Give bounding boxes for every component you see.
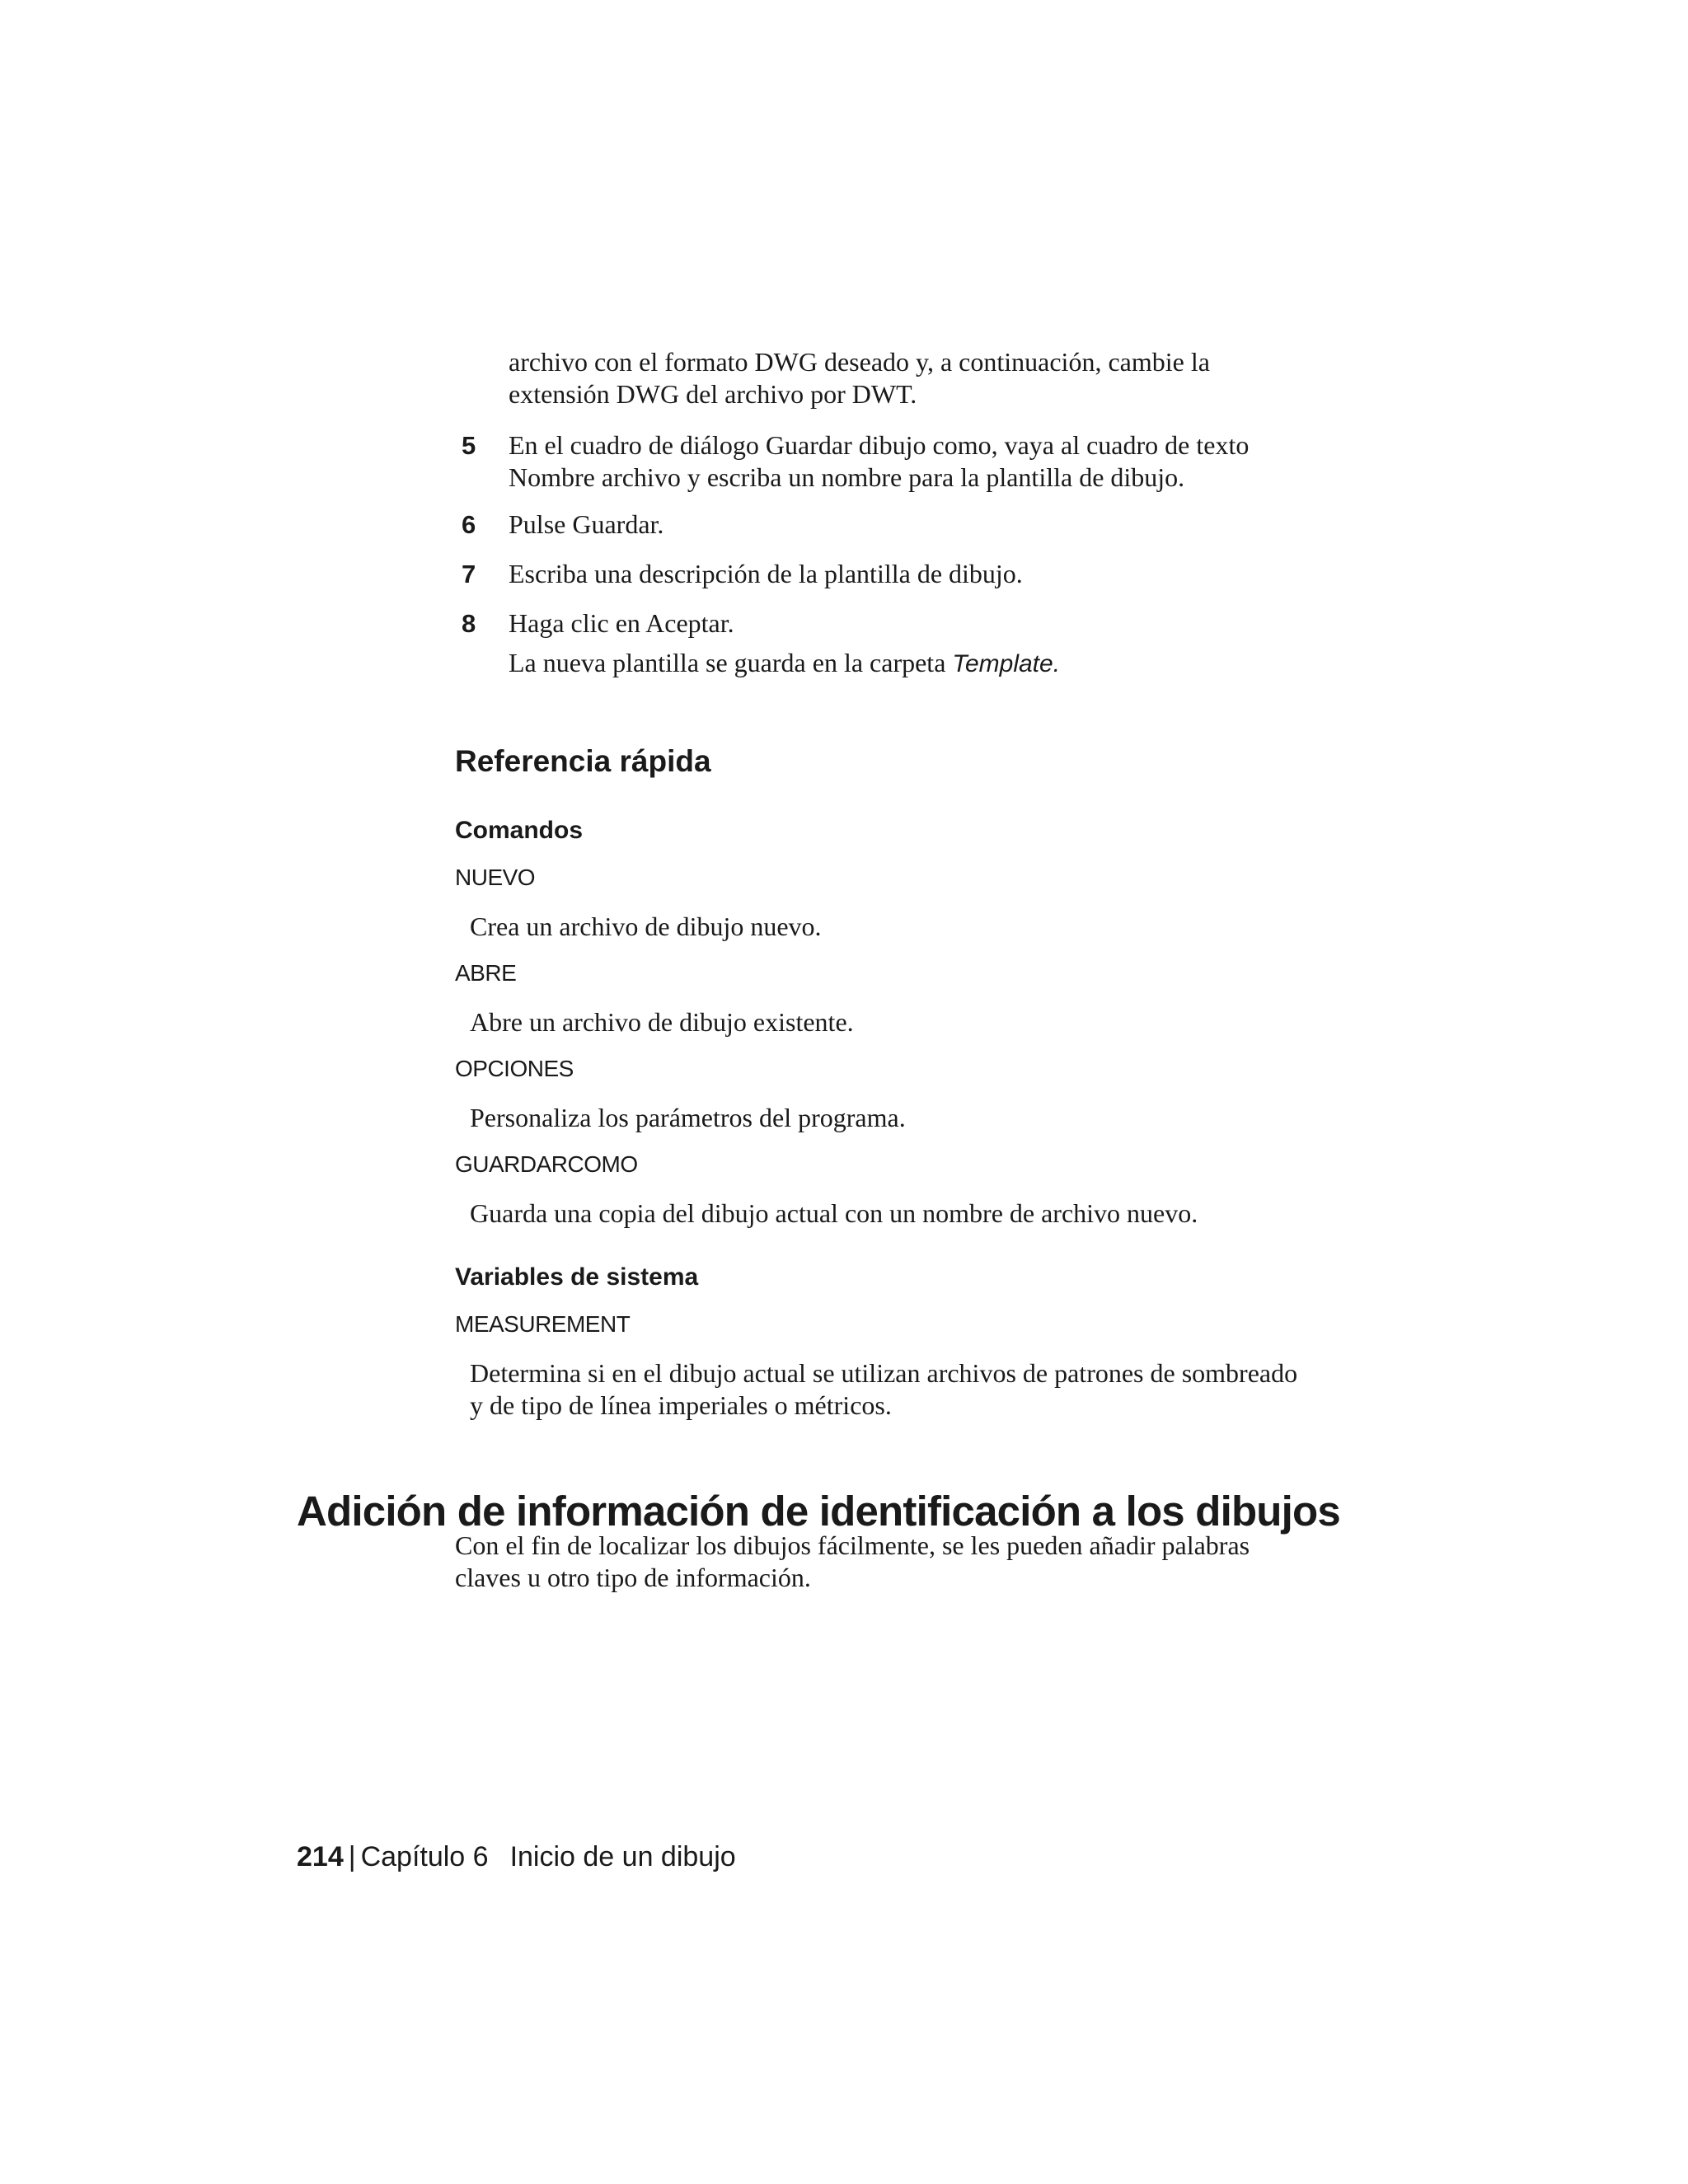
- command-name: GUARDARCOMO: [455, 1151, 638, 1177]
- command-name: NUEVO: [455, 865, 536, 890]
- step-text-line: En el cuadro de diálogo Guardar dibujo como, vaya al cuadro de texto: [509, 430, 1250, 460]
- step-text-line: Nombre archivo y escriba un nombre para la plantilla de dibujo.: [509, 462, 1185, 492]
- commands-heading: Comandos: [455, 817, 584, 844]
- chapter-title: Inicio de un dibujo: [509, 1841, 736, 1872]
- step-number: 5: [462, 431, 476, 460]
- command-name: OPCIONES: [455, 1056, 574, 1081]
- page-footer: [297, 1840, 736, 1874]
- step-text: [509, 607, 1357, 680]
- section-body: [455, 1530, 1362, 1594]
- command-description: Guarda una copia del dibujo actual con un nombre de archivo nuevo.: [470, 1198, 1198, 1228]
- step-text: Escriba una descripción de la plantilla de dibujo.: [509, 559, 1023, 588]
- continuation-line-1: archivo con el formato DWG deseado y, a continuación, cambie la: [509, 347, 1210, 377]
- system-variable-description: [470, 1357, 1360, 1422]
- section-title: Adición de información de identificación a los dibujos: [297, 1488, 1340, 1535]
- command-description: Abre un archivo de dibujo existente.: [470, 1007, 854, 1037]
- body-line: claves u otro tipo de información.: [455, 1563, 811, 1592]
- step-continuation: [509, 346, 1357, 410]
- body-line: Con el fin de localizar los dibujos fácilmente, se les pueden añadir palabras: [455, 1530, 1250, 1560]
- step-number: 7: [462, 560, 476, 588]
- folder-name: Template.: [952, 650, 1061, 677]
- chapter-label: Capítulo 6: [360, 1841, 489, 1872]
- command-description: Personaliza los parámetros del programa.: [470, 1103, 906, 1132]
- command-description: Crea un archivo de dibujo nuevo.: [470, 912, 822, 941]
- continuation-line-2: extensión DWG del archivo por DWT.: [509, 379, 917, 409]
- page-number: 214: [297, 1841, 344, 1872]
- step-text: Pulse Guardar.: [509, 509, 664, 539]
- system-variables-heading: Variables de sistema: [455, 1263, 699, 1291]
- step-number: 8: [462, 609, 476, 638]
- step-text-line: Haga clic en Aceptar.: [509, 608, 734, 638]
- description-line: Determina si en el dibujo actual se utilizan archivos de patrones de sombreado: [470, 1358, 1298, 1388]
- step-result: [509, 647, 1357, 680]
- description-line: y de tipo de línea imperiales o métricos.: [470, 1390, 892, 1420]
- step-text: [509, 429, 1357, 494]
- system-variable-name: MEASUREMENT: [455, 1311, 631, 1337]
- step-number: 6: [462, 510, 476, 539]
- footer-separator: |: [348, 1841, 356, 1872]
- quick-reference-heading: Referencia rápida: [455, 744, 711, 778]
- step-result-text: La nueva plantilla se guarda en la carpeta: [509, 648, 953, 677]
- command-name: ABRE: [455, 960, 517, 986]
